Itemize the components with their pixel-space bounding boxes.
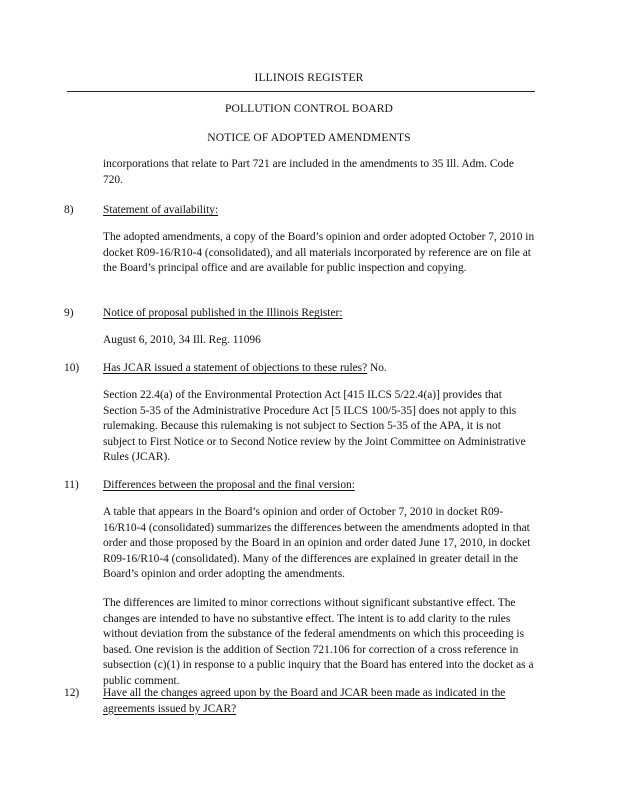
item-number: 10) [64,362,80,374]
board-title: POLLUTION CONTROL BOARD [224,102,394,115]
item-heading [103,361,535,377]
item-paragraph: The differences are limited to minor corrections without significant substantive effect. The changes are intended to have no substantive effect. The intent is to add clarity to the rules without deviation from the substance of the federal amendments on which this proceeding is based. One revision is the addition of Section 721.106 for correction of a cross reference in subsection (c)(1) in response to a public inquiry that the Board has entered into the docket as a public comment. [103,597,534,687]
item-paragraph: A table that appears in the Board’s opinion and order of October 7, 2010 in docket R09-16/R10-4 (consolidated) summarizes the differences between the amendments adopted in that order and those proposed by the Board in an opinion and order dated June 17, 2010, in docket R09-16/R10-4 (consolidated). Many of the differences are explained in greater detail in the Board’s opinion and order adopting the amendments. [103,506,531,580]
item-heading [103,306,535,322]
item-paragraph: Section 22.4(a) of the Environmental Protection Act [415 ILCS 5/22.4(a)] provides that Section 5-35 of the Administrative Procedure Act [5 ILCS 100/5-35] does not apply to this rulemaking. Because this rulemaking is not subject to Section 5-35 of the APA, it is not subject to First Notice or to Second Notice review by the Joint Committee on Administrative Rules (JCAR). [103,389,526,463]
item-number: 9) [64,307,74,319]
item-heading-text: Differences between the proposal and the final version: [103,479,355,491]
item-number: 8) [64,204,74,216]
item-paragraph: The adopted amendments, a copy of the Board’s opinion and order adopted October 7, 2010 in docket R09-16/R10-4 (consolidated), and all materials incorporated by reference are on file at the Board’s principal office and are available for public inspection and copying. [103,231,535,274]
item-answer: No. [370,362,387,374]
item-heading-text: Statement of availability: [103,204,219,216]
item-heading-text: Has JCAR issued a statement of objections to these rules? [103,362,368,374]
item-number: 12) [64,687,80,699]
header-rule [67,91,535,92]
item-heading-text: Have all the changes agreed upon by the Board and JCAR been made as indicated in the agreements issued by JCAR? [103,687,506,715]
item-number: 11) [64,479,79,491]
register-title: ILLINOIS REGISTER [254,71,364,84]
item-heading [103,478,535,494]
item-heading-text: Notice of proposal published in the Illinois Register: [103,307,343,319]
item-heading [103,686,535,717]
notice-title: NOTICE OF ADOPTED AMENDMENTS [207,131,411,144]
continuation-text: incorporations that relate to Part 721 are included in the amendments to 35 Ill. Adm. Code 720. [103,158,514,186]
item-paragraph: August 6, 2010, 34 Ill. Reg. 11096 [103,334,261,346]
item-heading [103,203,535,219]
